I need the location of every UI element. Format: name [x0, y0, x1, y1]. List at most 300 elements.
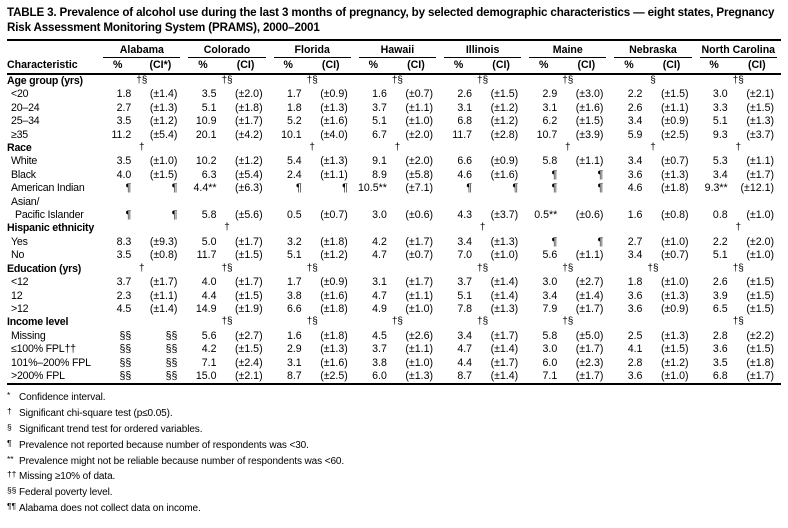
ci-cell: (±1.5) — [235, 289, 263, 302]
pct-cell: 11.2 — [111, 128, 132, 141]
ci-cell: (±0.9) — [660, 302, 689, 315]
pct-cell: 1.6 — [286, 329, 302, 342]
ci-cell: ¶ — [171, 209, 178, 222]
ci-cell: (±1.0) — [405, 302, 433, 315]
significance-marker — [184, 316, 269, 329]
ci-cell: (±2.7) — [575, 276, 604, 289]
ci-cell: (±1.7) — [235, 235, 263, 248]
significance-marker — [696, 222, 781, 235]
pct-cell: 3.8 — [372, 356, 387, 369]
state-header-colorado — [184, 42, 269, 58]
marker-text: †§ — [221, 262, 233, 274]
footnote-text: Prevalence not reported because number of respondents was <30. — [19, 439, 309, 451]
ci-header: (CI) — [562, 58, 610, 74]
pct-cell: 4.5 — [116, 302, 132, 315]
significance-marker — [355, 142, 440, 155]
pct-cell: §§ — [119, 329, 132, 342]
marker-text: † — [650, 142, 656, 154]
ci-cell: (±1.0) — [647, 370, 695, 384]
significance-marker — [696, 316, 781, 329]
data-row — [7, 330, 781, 343]
footnote — [7, 469, 781, 485]
marker-text: †§ — [391, 316, 403, 328]
pct-cell: 9.3** — [704, 182, 728, 195]
data-row — [7, 236, 781, 249]
footnote — [7, 485, 781, 501]
footnote-text: Missing ≥10% of data. — [19, 471, 116, 483]
pct-cell: 15.0 — [184, 370, 221, 384]
pct-cell: 5.1 — [712, 249, 728, 262]
marker-text: † — [735, 142, 742, 154]
footnote — [7, 406, 781, 422]
data-row — [7, 129, 781, 142]
ci-cell: (±1.8) — [746, 356, 774, 369]
pct-header: % — [184, 58, 221, 74]
ci-cell: (±0.9) — [320, 276, 348, 289]
ci-cell: (±1.1) — [149, 289, 178, 302]
pct-cell: 3.7 — [116, 276, 132, 289]
ci-cell: §§ — [165, 356, 178, 369]
significance-marker — [270, 142, 355, 155]
significance-marker — [440, 222, 525, 235]
ci-cell: (±1.2) — [149, 115, 178, 128]
significance-marker — [184, 142, 269, 155]
state-header-nebraska — [610, 42, 695, 58]
ci-cell: (±1.0) — [660, 235, 689, 248]
ci-cell: (±1.8) — [320, 302, 348, 315]
marker-text: †§ — [306, 75, 318, 86]
pct-cell: §§ — [119, 343, 132, 356]
marker-text: †§ — [732, 75, 744, 86]
pct-cell: 3.5 — [116, 115, 132, 128]
footnote-symbol: ¶¶ — [7, 500, 17, 511]
significance-marker — [270, 316, 355, 329]
ci-cell: (±2.2) — [746, 329, 774, 342]
pct-cell: 3.5 — [116, 249, 132, 262]
pct-cell: 4.0 — [201, 276, 217, 289]
ci-cell: (±1.5) — [490, 88, 519, 101]
ci-cell: (±1.3) — [320, 101, 348, 114]
ci-cell: (±1.0) — [149, 155, 178, 168]
marker-text: †§ — [306, 262, 318, 274]
pct-cell: 1.7 — [286, 88, 302, 101]
ci-cell: ¶ — [171, 182, 178, 195]
pct-cell: 0.5** — [534, 209, 558, 222]
state-name-underline: Hawaii — [359, 44, 436, 58]
ci-cell: (±5.6) — [235, 209, 263, 222]
data-row — [7, 249, 781, 262]
marker-text: † — [735, 222, 742, 234]
ci-cell: (±0.9) — [490, 155, 519, 168]
table-title: TABLE 3. Prevalence of alcohol use during the last 3 months of pregnancy, by selected demographic characteristics — eight states, Pregnancy Risk Assessment Monitoring System (PRAMS), 2000–2001 — [7, 5, 781, 41]
significance-marker — [525, 142, 610, 155]
marker-text: †§ — [221, 75, 233, 86]
ci-cell: (±1.0) — [746, 209, 774, 222]
section-row — [7, 74, 781, 88]
pct-cell: 11.7 — [452, 128, 473, 141]
ci-cell: (±1.3) — [490, 235, 519, 248]
ci-cell: (±0.8) — [660, 209, 689, 222]
pct-cell: 7.8 — [457, 302, 473, 315]
data-row — [7, 155, 781, 168]
ci-cell: (±1.4) — [575, 289, 604, 302]
ci-cell: (±0.6) — [575, 209, 604, 222]
pct-cell: 10.7 — [536, 128, 558, 141]
footnote-text: Significant trend test for ordered variables. — [19, 423, 203, 435]
ci-cell: (±2.3) — [575, 356, 604, 369]
data-row — [7, 343, 781, 356]
data-row — [7, 182, 781, 195]
pct-cell: 10.9 — [195, 115, 217, 128]
ci-cell: (±1.2) — [320, 249, 348, 262]
ci-cell: ¶ — [512, 182, 519, 195]
significance-marker — [355, 222, 440, 235]
pct-cell: 2.7 — [116, 101, 132, 114]
row-label: White — [11, 155, 38, 168]
ci-cell: (±0.6) — [405, 209, 433, 222]
ci-cell: (±12.1) — [740, 182, 774, 195]
significance-marker — [99, 222, 184, 235]
pct-header: % — [696, 58, 733, 74]
ci-cell: (±9.3) — [149, 235, 178, 248]
ci-cell: §§ — [136, 370, 184, 384]
pct-cell: 8.3 — [116, 235, 132, 248]
pct-header: % — [270, 58, 307, 74]
pct-header: % — [525, 58, 562, 74]
ci-cell: (±3.7) — [490, 209, 519, 222]
pct-cell: 3.9 — [712, 289, 728, 302]
pct-cell: 5.8 — [542, 329, 558, 342]
ci-cell: (±0.9) — [320, 88, 348, 101]
section-label: Race — [7, 142, 32, 155]
data-row — [7, 290, 781, 303]
ci-cell: (±1.2) — [490, 101, 519, 114]
state-name-underline: Maine — [529, 44, 606, 58]
footnote-symbol: §§ — [7, 485, 17, 496]
row-label: <20 — [11, 88, 29, 101]
row-label: >200% FPL — [7, 370, 99, 384]
ci-cell: (±1.1) — [660, 101, 689, 114]
row-label-continued: Asian/ — [11, 195, 40, 208]
pct-cell: 2.7 — [627, 235, 643, 248]
section-label: Education (yrs) — [7, 262, 82, 275]
pct-cell: 6.5 — [712, 302, 728, 315]
ci-cell: (±1.6) — [320, 356, 348, 369]
table-body — [7, 74, 781, 384]
pct-cell: 1.7 — [286, 276, 302, 289]
ci-cell: (±1.5) — [235, 343, 263, 356]
ci-cell: (±1.8) — [235, 101, 263, 114]
pct-cell: 5.0 — [201, 235, 217, 248]
ci-cell: (±7.1) — [405, 182, 433, 195]
pct-cell: 6.6 — [457, 155, 473, 168]
ci-cell: (±0.7) — [320, 209, 348, 222]
ci-cell: (±1.5) — [746, 343, 774, 356]
ci-cell: (±1.6) — [575, 101, 604, 114]
ci-cell: (±1.7) — [575, 343, 604, 356]
pct-cell: 3.5 — [712, 356, 728, 369]
state-header-maine — [525, 42, 610, 58]
significance-marker — [696, 142, 781, 155]
ci-cell: (±1.7) — [149, 276, 178, 289]
pct-cell: 8.9 — [372, 168, 387, 181]
significance-marker — [440, 142, 525, 155]
ci-cell: (±1.7) — [746, 168, 774, 181]
pct-cell: 3.0 — [372, 209, 387, 222]
footnote-text: Alabama does not collect data on income. — [19, 502, 201, 514]
pct-cell: 20.1 — [195, 128, 217, 141]
pct-cell: 6.6 — [286, 302, 302, 315]
ci-header: (CI) — [307, 58, 355, 74]
state-header-alabama — [99, 42, 184, 58]
ci-cell: (±5.8) — [405, 168, 433, 181]
marker-text: †§ — [391, 75, 403, 86]
state-header-north-carolina — [696, 42, 781, 58]
ci-cell: (±1.3) — [320, 343, 348, 356]
ci-cell: (±1.4) — [149, 88, 178, 101]
ci-cell: (±1.4) — [490, 343, 519, 356]
pct-cell: 3.5 — [116, 155, 132, 168]
marker-text: † — [565, 142, 571, 154]
row-label: Missing — [11, 329, 46, 342]
marker-text: †§ — [562, 262, 574, 274]
ci-cell: (±1.4) — [149, 302, 178, 315]
pct-cell: 4.4** — [193, 182, 217, 195]
significance-marker — [440, 316, 525, 329]
data-row — [7, 169, 781, 182]
ci-cell: (±5.0) — [575, 329, 604, 342]
ci-cell: (±2.1) — [222, 370, 270, 384]
marker-text: †§ — [732, 316, 744, 328]
ci-cell: (±1.1) — [405, 289, 433, 302]
marker-text: †§ — [221, 316, 233, 328]
ci-header: (CI*) — [136, 58, 184, 74]
pct-cell: 2.9 — [542, 88, 558, 101]
pct-cell: 2.6 — [712, 276, 728, 289]
significance-marker — [696, 263, 781, 276]
pct-cell: 5.8 — [542, 155, 558, 168]
ci-cell: (±1.8) — [660, 182, 689, 195]
pct-cell: 10.5** — [358, 182, 387, 195]
ci-cell: (±1.7) — [733, 370, 781, 384]
column-header-characteristic: Characteristic — [7, 58, 99, 74]
footnote — [7, 501, 781, 517]
pct-cell: 3.3 — [712, 101, 728, 114]
section-row — [7, 222, 781, 235]
ci-cell: (±0.9) — [660, 115, 689, 128]
pct-cell: 2.5 — [627, 329, 643, 342]
row-label: 25–34 — [11, 115, 40, 128]
ci-cell: (±2.1) — [746, 88, 774, 101]
pct-cell: 6.8 — [457, 115, 473, 128]
pct-cell: 2.9 — [286, 343, 302, 356]
pct-cell: 3.0 — [542, 343, 558, 356]
ci-cell: (±1.7) — [405, 235, 433, 248]
marker-text: †§ — [477, 262, 489, 274]
footnote-text: Federal poverty level. — [19, 487, 113, 499]
ci-cell: (±0.7) — [405, 88, 433, 101]
pct-header: % — [440, 58, 477, 74]
pct-cell: 3.4 — [542, 289, 558, 302]
significance-marker — [184, 263, 269, 276]
pct-cell: 8.7 — [270, 370, 307, 384]
footnote-text: Prevalence might not be reliable because number of respondents was <60. — [19, 455, 345, 467]
ci-cell: (±1.0) — [405, 115, 433, 128]
pct-cell: 4.4 — [201, 289, 217, 302]
significance-marker — [525, 222, 610, 235]
subheader-row — [7, 58, 781, 74]
ci-cell: (±1.2) — [235, 155, 263, 168]
ci-cell: (±1.5) — [746, 289, 774, 302]
pct-cell: ¶ — [551, 235, 558, 248]
ci-cell: (±5.4) — [235, 168, 263, 181]
ci-cell: §§ — [165, 329, 178, 342]
pct-cell: 14.9 — [195, 302, 217, 315]
ci-cell: (±1.7) — [235, 276, 263, 289]
pct-cell: 1.6 — [372, 88, 387, 101]
pct-cell: 4.7 — [372, 249, 387, 262]
row-label: Yes — [11, 235, 28, 248]
pct-cell: 3.7 — [372, 101, 387, 114]
footnote-symbol: ¶ — [7, 437, 12, 448]
section-label: Hispanic ethnicity — [7, 222, 95, 235]
ci-cell: (±4.0) — [320, 128, 348, 141]
significance-marker — [270, 263, 355, 276]
ci-cell: (±4.2) — [235, 128, 263, 141]
marker-text: † — [139, 142, 145, 154]
pct-cell: 3.2 — [286, 235, 302, 248]
ci-cell: (±1.7) — [562, 370, 610, 384]
ci-cell: (±1.1) — [746, 155, 774, 168]
pct-cell: 5.1 — [201, 101, 217, 114]
state-header-illinois — [440, 42, 525, 58]
ci-header: (CI) — [733, 58, 781, 74]
footnote — [7, 438, 781, 454]
significance-marker — [610, 74, 695, 88]
ci-cell: ¶ — [597, 168, 604, 181]
pct-cell: 5.8 — [201, 209, 217, 222]
marker-text: † — [224, 222, 230, 234]
ci-cell: (±1.1) — [575, 249, 604, 262]
pct-cell: 5.6 — [201, 329, 217, 342]
pct-cell: 5.1 — [712, 115, 728, 128]
pct-cell: 5.6 — [542, 249, 558, 262]
pct-cell: 4.2 — [201, 343, 217, 356]
state-header-hawaii — [355, 42, 440, 58]
significance-marker — [270, 74, 355, 88]
significance-marker — [440, 263, 525, 276]
pct-cell: §§ — [119, 356, 132, 369]
pct-cell: 3.6 — [627, 289, 643, 302]
ci-cell: (±3.9) — [575, 128, 604, 141]
pct-cell: 2.4 — [286, 168, 302, 181]
row-label: 12 — [11, 289, 23, 302]
pct-cell: 2.8 — [627, 356, 643, 369]
pct-cell: 2.8 — [712, 329, 728, 342]
footnote-symbol: * — [7, 390, 11, 401]
ci-cell: (±1.7) — [235, 115, 263, 128]
ci-cell: (±6.3) — [235, 182, 263, 195]
ci-cell: (±1.8) — [320, 235, 348, 248]
ci-cell: (±1.4) — [490, 289, 519, 302]
ci-cell: (±1.5) — [149, 168, 178, 181]
pct-cell: ¶ — [125, 182, 132, 195]
footnote-symbol: ** — [7, 453, 14, 464]
pct-cell: 4.7 — [372, 289, 387, 302]
ci-cell: (±1.5) — [746, 302, 774, 315]
pct-cell: 4.6 — [627, 182, 643, 195]
ci-cell: (±2.5) — [660, 128, 689, 141]
state-name-underline: Florida — [274, 44, 351, 58]
ci-cell: (±1.0) — [660, 276, 689, 289]
corner-cell — [7, 42, 99, 58]
pct-cell: 2.2 — [627, 88, 643, 101]
data-row — [7, 370, 781, 384]
pct-cell: 1.8 — [116, 88, 132, 101]
footnote — [7, 390, 781, 406]
ci-cell: (±1.3) — [149, 101, 178, 114]
ci-cell: (±1.3) — [660, 289, 689, 302]
ci-cell: (±2.0) — [405, 128, 433, 141]
pct-cell: 4.4 — [457, 356, 473, 369]
section-row — [7, 316, 781, 329]
ci-cell: (±1.3) — [490, 302, 519, 315]
pct-cell: 0.8 — [712, 209, 728, 222]
pct-cell: 9.3 — [712, 128, 728, 141]
marker-text: †§ — [306, 316, 318, 328]
significance-marker — [99, 316, 184, 329]
pct-cell: 5.3 — [712, 155, 728, 168]
ci-cell: (±1.5) — [746, 276, 774, 289]
pct-cell: 5.1 — [457, 289, 473, 302]
ci-cell: (±2.6) — [405, 329, 433, 342]
significance-marker — [525, 263, 610, 276]
pct-cell: 3.1 — [372, 276, 387, 289]
ci-cell: (±1.3) — [746, 115, 774, 128]
ci-cell: (±1.1) — [575, 155, 604, 168]
significance-marker — [99, 142, 184, 155]
pct-cell: ¶ — [551, 168, 558, 181]
pct-header: % — [610, 58, 647, 74]
ci-cell: (±1.6) — [320, 115, 348, 128]
pct-cell: 7.1 — [201, 356, 217, 369]
pct-cell: 4.6 — [457, 168, 473, 181]
pct-cell: 2.6 — [457, 88, 473, 101]
significance-marker — [99, 74, 184, 88]
footnote-symbol: † — [7, 406, 12, 417]
significance-marker — [610, 316, 695, 329]
pct-cell: 9.1 — [372, 155, 387, 168]
pct-cell: 1.8 — [627, 276, 643, 289]
pct-cell: 8.7 — [440, 370, 477, 384]
ci-cell: (±1.6) — [320, 289, 348, 302]
pct-cell: 6.8 — [696, 370, 733, 384]
ci-cell: ¶ — [597, 235, 604, 248]
footnotes — [7, 385, 781, 516]
ci-cell: (±1.3) — [660, 329, 689, 342]
pct-cell: 5.9 — [627, 128, 643, 141]
row-label: ≤100% FPL†† — [11, 343, 76, 356]
pct-header: % — [355, 58, 392, 74]
significance-marker — [355, 316, 440, 329]
data-row — [7, 102, 781, 115]
pct-cell: 4.1 — [627, 343, 643, 356]
pct-cell: 3.4 — [627, 155, 643, 168]
footnote-symbol: § — [7, 421, 12, 432]
pct-cell: 6.7 — [372, 128, 387, 141]
pct-cell: 5.2 — [286, 115, 302, 128]
footnote-text: Confidence interval. — [19, 392, 106, 404]
